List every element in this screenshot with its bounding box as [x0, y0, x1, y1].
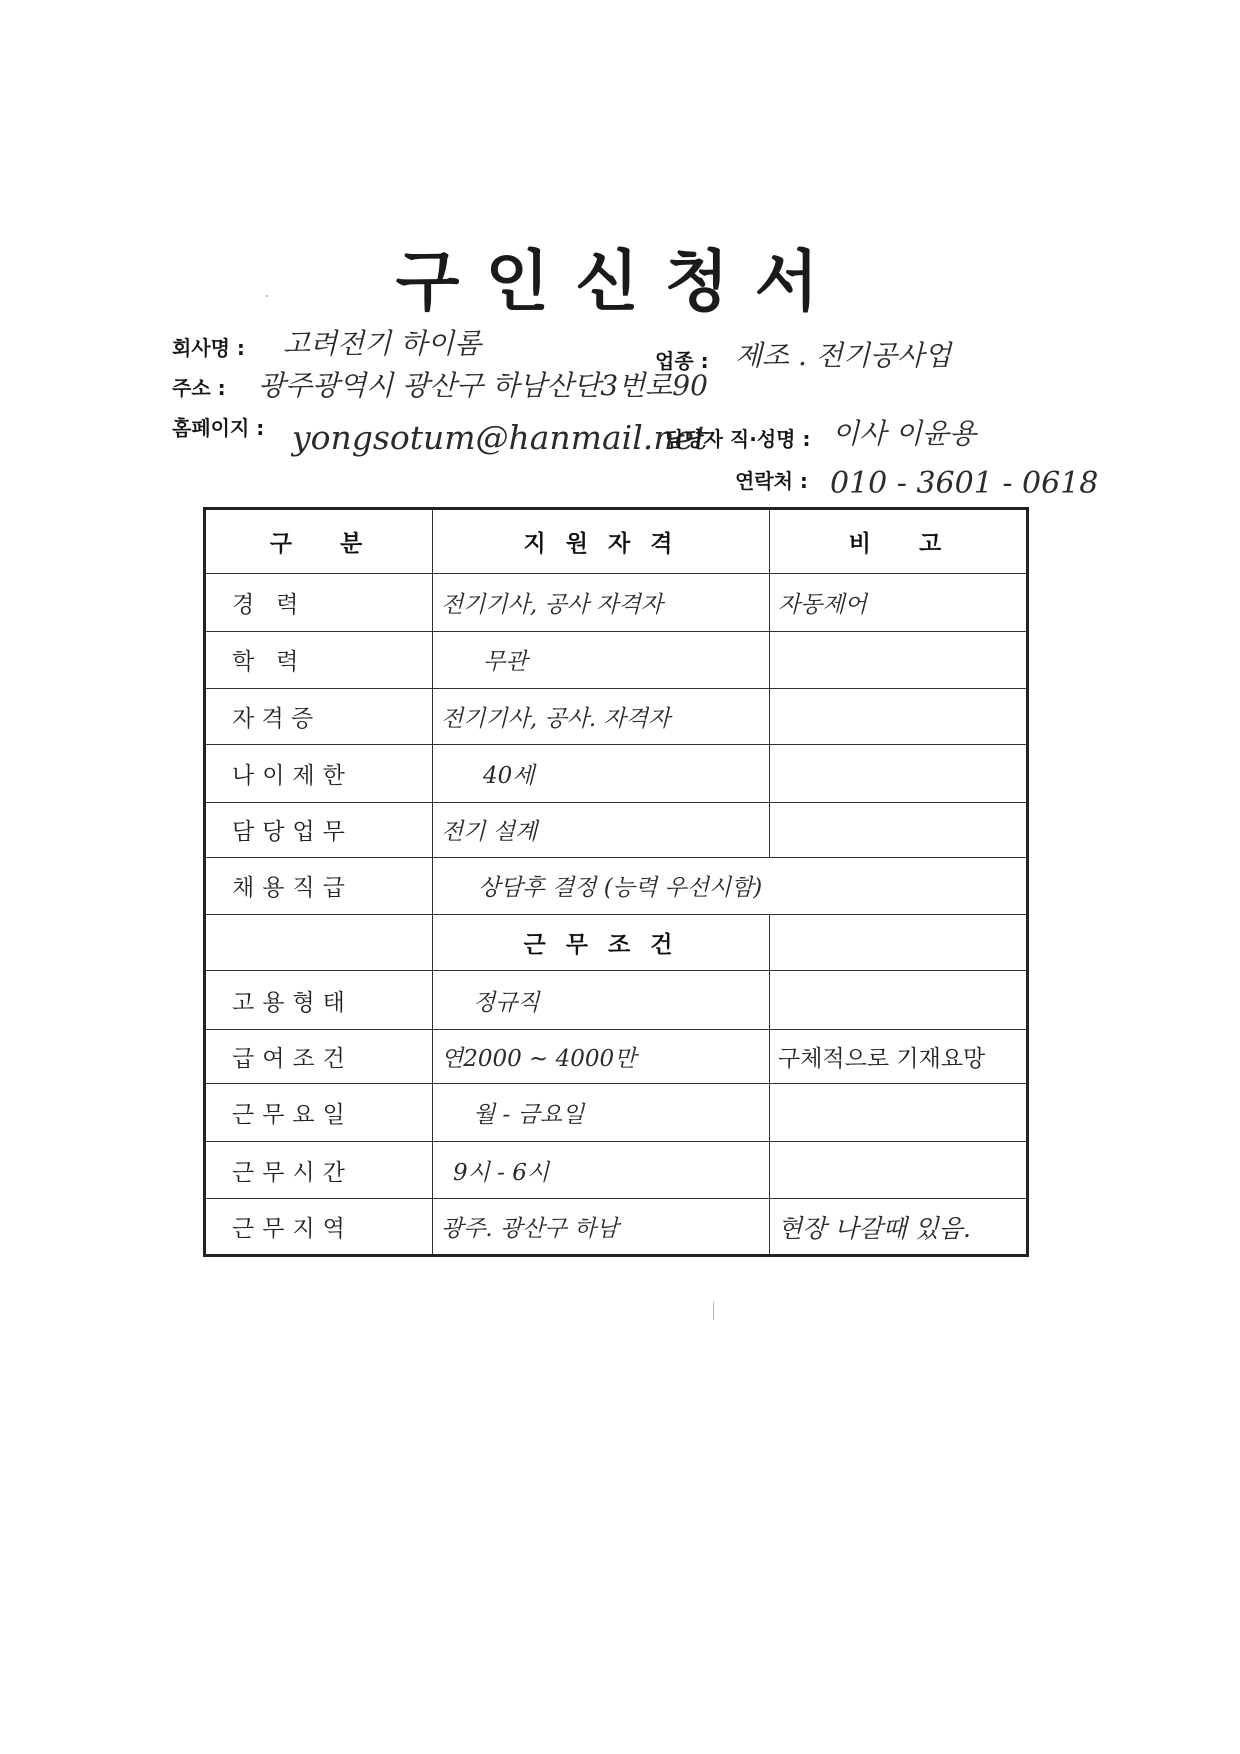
recruitment-table: [203, 507, 1029, 1257]
manager-value: 이사 이윤용: [832, 417, 977, 450]
salary-value: 연2000 ~ 4000만: [433, 1029, 770, 1084]
industry-value: 제조 . 전기공사업: [735, 339, 952, 372]
work-location-remark: 현장 나갈때 있음.: [770, 1199, 1028, 1256]
row-label-certificate: [205, 688, 433, 745]
table-row: [205, 971, 1028, 1030]
manager-label: 담당자 직·성명 :: [665, 427, 811, 451]
company-label: 회사명 :: [172, 336, 245, 360]
header-remarks: 비 고: [770, 509, 1028, 574]
section-title: 근 무 조 건: [433, 914, 770, 971]
table-row: [205, 632, 1028, 689]
table-header-row: [205, 509, 1028, 574]
industry-label: 업종 :: [655, 349, 709, 373]
duties-remark: [770, 802, 1028, 858]
row-label-text: 근무요일: [232, 1102, 353, 1129]
duties-value: 전기 설계: [433, 802, 770, 858]
experience-value: 전기기사, 공사 자격자: [433, 573, 770, 632]
row-label-work-location: [205, 1199, 433, 1256]
table-row: [205, 1199, 1028, 1256]
table-row: [205, 802, 1028, 858]
scan-speck: [266, 295, 268, 297]
row-label-work-hours: [205, 1141, 433, 1199]
row-label-education: [205, 632, 433, 689]
position-value: 상담후 결정 (능력 우선시함): [433, 858, 1028, 915]
table-row: [205, 1141, 1028, 1199]
row-label-text: 근무시간: [232, 1159, 353, 1186]
row-label-text: 자 격 증: [232, 705, 314, 732]
row-label-duties: [205, 802, 433, 858]
row-label-salary: [205, 1029, 433, 1084]
row-label-position: [205, 858, 433, 915]
header-qualification: 지 원 자 격: [433, 509, 770, 574]
table-row: [205, 1084, 1028, 1142]
age-limit-remark: [770, 745, 1028, 803]
work-location-value: 광주. 광산구 하남: [433, 1199, 770, 1256]
table-row: [205, 1029, 1028, 1084]
education-remark: [770, 632, 1028, 689]
contact-value: 010 - 3601 - 0618: [830, 466, 1099, 501]
row-label-text: 채용직급: [232, 875, 353, 902]
workdays-remark: [770, 1084, 1028, 1142]
homepage-value: yongsotum@hanmail.net: [292, 418, 708, 457]
employment-type-remark: [770, 971, 1028, 1030]
table-row: [205, 858, 1028, 915]
contact-label: 연락처 :: [735, 469, 808, 493]
row-label-text: 나이제한: [232, 762, 353, 789]
salary-remark: 구체적으로 기재요망: [770, 1029, 1028, 1084]
table-row: [205, 745, 1028, 803]
education-value: 무관: [433, 632, 770, 689]
employment-type-value: 정규직: [433, 971, 770, 1030]
row-label-text: 급여조건: [232, 1046, 353, 1073]
section-row: [205, 914, 1028, 971]
row-label-text: 경 력: [232, 591, 299, 618]
address-value: 광주광역시 광산구 하남산단3번로90: [258, 369, 708, 402]
row-label-workdays: [205, 1084, 433, 1142]
row-label-text: 학 력: [232, 649, 299, 676]
row-label-age-limit: [205, 745, 433, 803]
row-label-employment-type: [205, 971, 433, 1030]
work-hours-remark: [770, 1141, 1028, 1199]
company-name: 고려전기 하이롬: [283, 327, 482, 360]
page-title: 구인신청서: [395, 243, 845, 320]
experience-remark: 자동제어: [770, 573, 1028, 632]
row-label-experience: [205, 573, 433, 632]
certificate-value: 전기기사, 공사. 자격자: [433, 688, 770, 745]
row-label-text: 담당업무: [232, 819, 353, 846]
workdays-value: 월 - 금요일: [433, 1084, 770, 1142]
table-row: [205, 573, 1028, 632]
scan-speck: [713, 1302, 714, 1320]
section-empty-cell: [205, 914, 433, 971]
row-label-text: 고용형태: [232, 989, 353, 1016]
homepage-label: 홈페이지 :: [172, 416, 265, 440]
header-category: 구 분: [205, 509, 433, 574]
table-row: [205, 688, 1028, 745]
work-hours-value: 9시 - 6시: [433, 1141, 770, 1199]
row-label-text: 근무지역: [232, 1216, 353, 1243]
section-empty-cell: [770, 914, 1028, 971]
age-limit-value: 40세: [433, 745, 770, 803]
address-label: 주소 :: [172, 376, 226, 400]
certificate-remark: [770, 688, 1028, 745]
